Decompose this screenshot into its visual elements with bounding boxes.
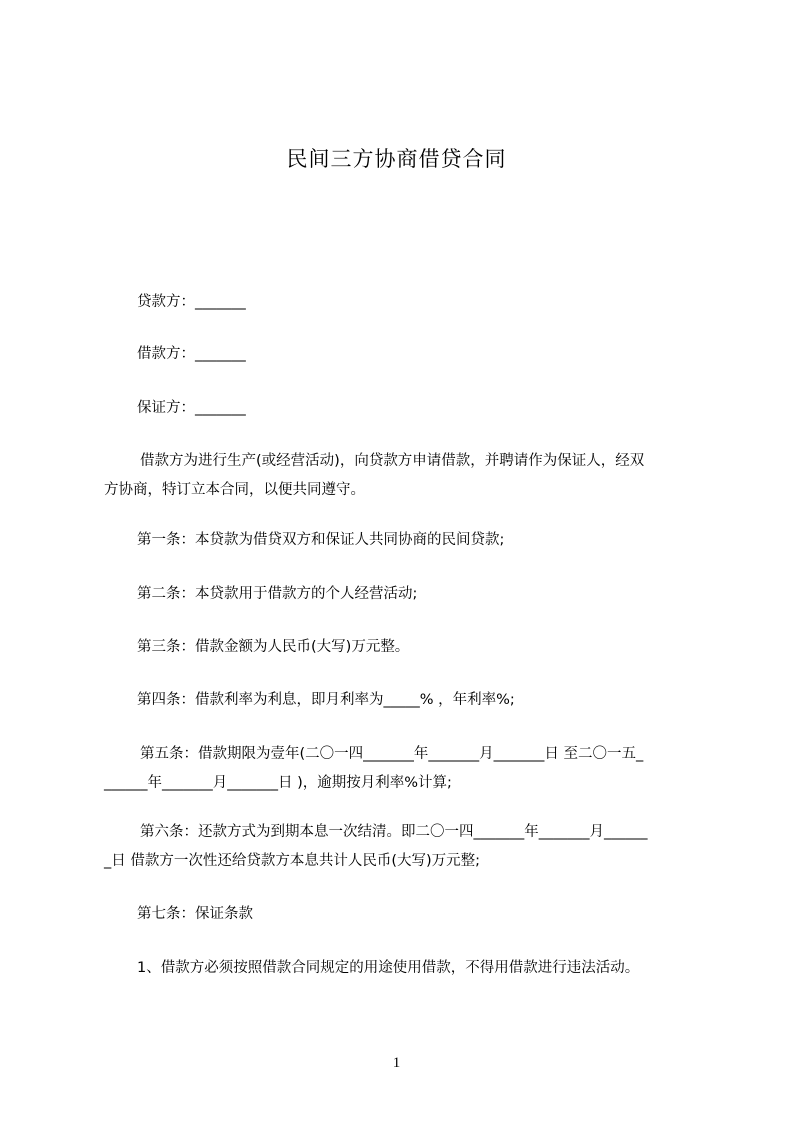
lender-line: 贷款方：_______ — [137, 294, 246, 310]
intro-line-1: 借款方为进行生产(或经营活动)，向贷款方申请借款，并聘请作为保证人，经双 — [140, 453, 645, 469]
article-2: 第二条：本贷款用于借款方的个人经营活动; — [137, 586, 418, 602]
guarantor-line: 保证方：_______ — [137, 400, 246, 416]
document-title: 民间三方协商借贷合同 — [286, 147, 507, 171]
article-7-item-1: 1、借款方必须按照借款合同规定的用途使用借款，不得用借款进行违法活动。 — [137, 960, 640, 976]
page-number: 1 — [392, 1055, 401, 1071]
article-6-line-2: _日 借款方一次性还给贷款方本息共计人民币(大写)万元整; — [104, 853, 481, 869]
intro-line-2: 方协商，特订立本合同，以便共同遵守。 — [104, 482, 365, 498]
article-6-line-1: 第六条：还款方式为到期本息一次结清。即二〇一四_______年_______月______ — [140, 824, 648, 840]
article-5-line-2: ______年_______月_______日 )，逾期按月利率%计算; — [104, 775, 452, 791]
article-7: 第七条：保证条款 — [137, 906, 253, 922]
article-5-line-1: 第五条：借款期限为壹年(二〇一四_______年_______月_______日 至二〇一五_ — [140, 746, 644, 762]
article-4: 第四条：借款利率为利息，即月利率为_____% ，年利率%; — [137, 692, 515, 708]
article-1: 第一条：本贷款为借贷双方和保证人共同协商的民间贷款; — [137, 532, 505, 548]
borrower-line: 借款方：_______ — [137, 346, 246, 362]
article-3: 第三条：借款金额为人民币(大写)万元整。 — [137, 639, 410, 655]
